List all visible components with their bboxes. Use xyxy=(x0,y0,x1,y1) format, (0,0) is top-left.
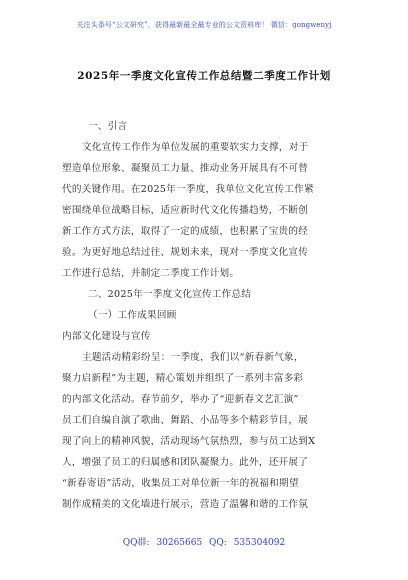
paragraph-line: 工作进行总结，并制定二季度工作计划。 xyxy=(62,268,240,279)
paragraph-line: 密围绕单位战略目标，适应新时代文化传播趋势，不断创 xyxy=(62,205,309,216)
paragraph-line: 员工们自编自演了歌曲、舞蹈、小品等多个精彩节目，展 xyxy=(62,415,309,426)
paragraph-line: 现了向上的精神风貌，活动现场气氛热烈，参与员工达到X xyxy=(62,436,316,447)
subsection-heading: （一）工作成果回顾 xyxy=(88,310,177,321)
paragraph-line: 的内部文化活动。春节前夕，举办了“迎新春文艺汇演” xyxy=(62,394,299,405)
paragraph-line: 人，增强了员工的归属感和团队凝聚力。此外，还开展了 xyxy=(62,457,309,468)
topic-heading: 内部文化建设与宣传 xyxy=(62,331,151,342)
paragraph-line: 塑造单位形象、凝聚员工力量、推动业务开展具有不可替 xyxy=(62,163,309,174)
paragraph-line: “新春寄语”活动，收集员工对单位新一年的祝福和期望 xyxy=(62,478,299,489)
footer-contact: QQ群: 30265665 QQ: 535304092 xyxy=(122,538,286,548)
paragraph-line: 文化宣传工作作为单位发展的重要软实力支撑，对于 xyxy=(82,142,309,153)
paragraph-line: 验。为更好地总结过往、规划未来，现对一季度文化宣传 xyxy=(62,247,309,258)
document-title: 2025年一季度文化宣传工作总结暨二季度工作计划 xyxy=(77,70,331,82)
paragraph-line: 聚力启新程”为主题，精心策划并组织了一系列丰富多彩 xyxy=(62,373,304,384)
section-heading: 一、引言 xyxy=(88,121,128,132)
section-heading: 二、2025年一季度文化宣传工作总结 xyxy=(88,289,252,300)
paragraph-line: 代的关键作用。在2025年一季度，我单位文化宣传工作紧 xyxy=(62,184,314,195)
paragraph-line: 制作成精美的文化墙进行展示，营造了温馨和谐的工作氛 xyxy=(62,499,309,510)
paragraph-line: 主题活动精彩纷呈：一季度，我们以“新春新气象， xyxy=(82,352,304,363)
paragraph-line: 新工作方式方法，取得了一定的成绩，也积累了宝贵的经 xyxy=(62,226,309,237)
header-banner: 关注头条号“公文研究”，获得最新最全最专业的公文资料库！ 微信：gongwenyj xyxy=(76,21,332,29)
